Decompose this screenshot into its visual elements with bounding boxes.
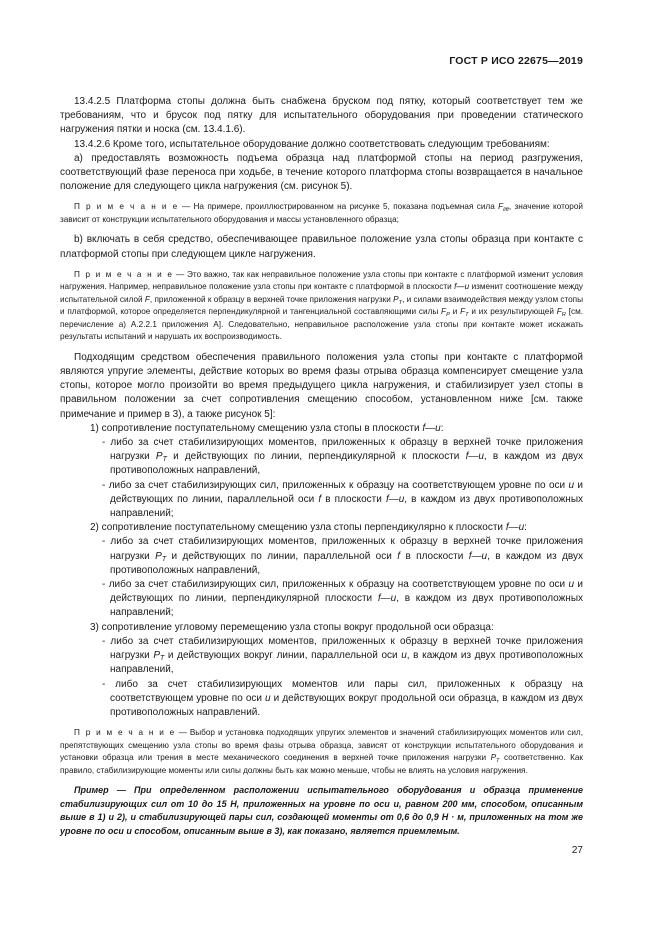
enum-item-3-option-b: - либо за счет стабилизирующих моментов или пары сил, приложенных к образцу на соответствующем уровне по оси u и действующих вокруг продольной оси образца, в каждом из двух противоположных направлений. bbox=[102, 678, 583, 718]
standard-header: ГОСТ Р ИСО 22675—2019 bbox=[449, 55, 583, 67]
enum-item-1-option-a: - либо за счет стабилизирующих моментов, приложенных к образцу в верхней точке приложения нагрузки $P_T$ и действующих по линии, перпендикулярной к плоскости f—u, в каждом из двух противоположных направлений, bbox=[102, 437, 584, 477]
enum-item-2-option-a: - либо за счет стабилизирующих моментов, приложенных к образцу в верхней точке приложения нагрузки $P_T$ и действующих по линии, параллельной оси f в плоскости f—u, в каждом из двух противоположных направлений, bbox=[102, 536, 584, 576]
enum-item-1-option-b: - либо за счет стабилизирующих сил, приложенных к образцу на соответствующем уровне по оси u и действующих по линии, параллельной оси f в плоскости f—u, в каждом из двух противоположных направлений; bbox=[102, 479, 584, 520]
enum-item-3-option-a: - либо за счет стабилизирующих моментов, приложенных к образцу в верхней точке приложения нагрузки $P_T$ и действующих вокруг линии, параллельной оси u, в каждом из двух противоположных направлений, bbox=[102, 635, 583, 676]
item-a: а) предоставлять возможность подъема образца над платформой стопы на период разгружения, соответствующий фазе переноса при ходьбе, в течение которого платформа стопы возвращается в начальное положение для следующего цикла нагружения (см. рисунок 5). bbox=[60, 152, 583, 193]
item-b: b) включать в себя средство, обеспечивающее правильное положение узла стопы образца при контакте с платформой стопы при следующем цикле нагружения. bbox=[60, 234, 583, 260]
example-paragraph: Пример — При определенном расположении испытательного оборудования и образца применение стабилизирующих сил от 10 до 15 Н, приложенных на уровне по оси u, равном 200 мм, способом, описанным выше в 1) и 2), и стабилизирующей пары сил, создающей моменты от 0,6 до 0,9 Н · м, приложенных на том же уровне по оси и способом, описанным выше в 3), как показано, является приемлемым. bbox=[60, 785, 583, 836]
enum-item-3: 3) сопротивление угловому перемещению узла стопы вокруг продольной оси образца: bbox=[90, 621, 494, 633]
enum-item-1: 1) сопротивление поступательному смещению узла стопы в плоскости f—u: bbox=[90, 422, 444, 434]
main-paragraph: Подходящим средством обеспечения правильного положения узла стопы при контакте с платформой являются упругие элементы, действие которых во время фазы отрыва образца компенсирует смещение узла стопы, которое могло произойти во время предыдущего цикла нагружения, и стабилизирует узел стопы в правильном положении за счет сопротивления смещению способом, установленном ниже [см. также примечание и пример в 3), а также рисунок 5]: bbox=[60, 351, 583, 420]
note-3: П р и м е ч а н и е — Выбор и установка подходящих упругих элементов и значений стабилизирующих моментов или сил, препятствующих смещению узла стопы во время фазы отрыва образца, зависят от конструкции испытательного оборудования и установки образца или трения в месте механического соединения в верхней точке приложения нагрузки $P_T$ соответственно. Как правило, стабилизирующие моменты или силы должны быть как можно меньше, чтобы не влиять на условия нагружения. bbox=[60, 728, 583, 775]
note-2: П р и м е ч а н и е — Это важно, так как неправильное положение узла стопы при контакте с платформой изменит условия нагружения. Например, неправильное положение узла стопы при контакте с платформой в плоскости f—u изменит соотношение между испытательной силой F, приложенной к образцу в верхней точке приложения нагрузки $P_T$, и силами взаимодействия между узлом стопы и платформой, которое определяется перпендикулярной и тангенциальной составляющими силы $F_P$ и $F_T$ и их результирующей $F_R$ [см. перечисление а) А.2.2.1 приложения А]. Следовательно, неправильное расположение узла стопы при контакте может искажать результаты испытаний и нарушать их воспроизводимость. bbox=[60, 269, 583, 342]
enum-item-2-option-b: - либо за счет стабилизирующих сил, приложенных к образцу на соответствующем уровне по оси u и действующих по линии, перпендикулярной плоскости f—u, в каждом из двух противоположных направлений; bbox=[102, 579, 584, 619]
note-1: П р и м е ч а н и е — На примере, проиллюстрированном на рисунке 5, показана подъемная сила $F_{lift}$, значение которой зависит от конструкции испытательного оборудования и массы установленного образца; bbox=[60, 202, 583, 224]
page-number: 27 bbox=[571, 845, 583, 856]
page-content bbox=[60, 95, 583, 838]
clause-13-4-2-6: 13.4.2.6 Кроме того, испытательное оборудование должно соответствовать следующим требованиям: bbox=[74, 138, 550, 150]
clause-13-4-2-5: 13.4.2.5 Платформа стопы должна быть снабжена бруском под пятку, который соответствует тем же требованиям, что и брусок под пятку для испытательного оборудования при проведении статического нагружения пятки и носка (см. 13.4.1.6). bbox=[60, 96, 583, 136]
enum-item-2: 2) сопротивление поступательному смещению узла стопы перпендикулярно к плоскости f—u: bbox=[90, 522, 527, 534]
